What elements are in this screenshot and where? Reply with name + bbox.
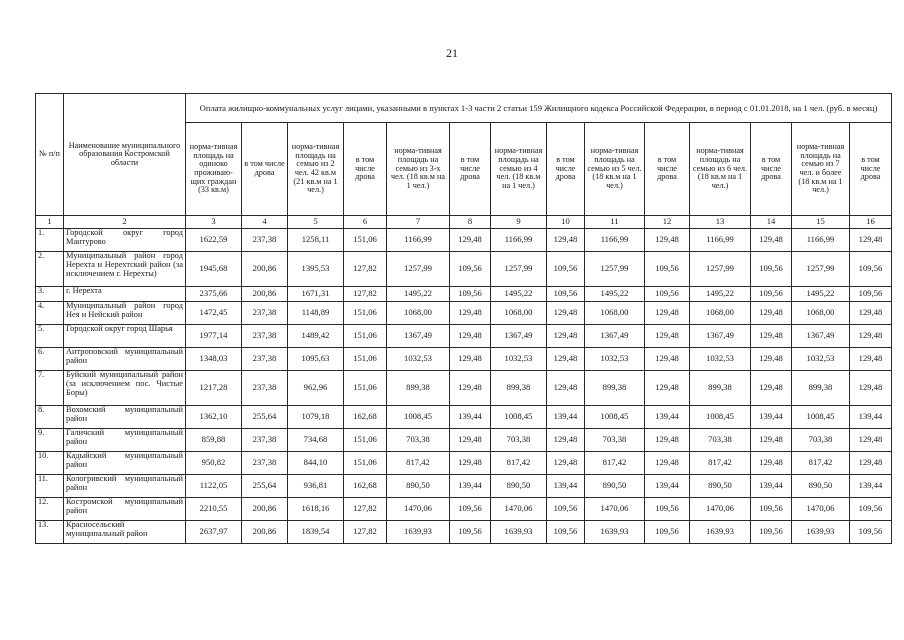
value-cell: 1395,53 <box>288 252 344 287</box>
table-row <box>36 302 892 325</box>
value-cell: 129,48 <box>850 452 892 475</box>
value-cell: 844,10 <box>288 452 344 475</box>
value-cell: 109,56 <box>645 498 690 521</box>
col-number-14: 14 <box>751 216 792 229</box>
value-cell: 1032,53 <box>792 348 850 371</box>
value-cell: 200,86 <box>242 498 288 521</box>
value-cell: 129,48 <box>547 429 585 452</box>
value-cell: 1166,99 <box>387 229 450 252</box>
value-cell: 151,06 <box>344 371 387 406</box>
col-header-number: № п/п <box>36 94 64 216</box>
value-cell: 109,56 <box>751 498 792 521</box>
value-cell: 127,82 <box>344 252 387 287</box>
value-cell: 1639,93 <box>792 521 850 544</box>
table-row <box>36 475 892 498</box>
col-number-12: 12 <box>645 216 690 229</box>
col-header-10: в том числе дрова <box>547 123 585 216</box>
col-number-15: 15 <box>792 216 850 229</box>
value-cell: 1367,49 <box>792 325 850 348</box>
value-cell: 109,56 <box>450 521 491 544</box>
col-number-5: 5 <box>288 216 344 229</box>
value-cell: 1622,59 <box>186 229 242 252</box>
value-cell: 129,48 <box>450 229 491 252</box>
value-cell: 1032,53 <box>585 348 645 371</box>
value-cell: 109,56 <box>547 498 585 521</box>
municipality-name: Муниципальный район город Нерехта и Нерехтский район (за исключением г. Нерехты) <box>64 252 186 287</box>
value-cell: 1639,93 <box>491 521 547 544</box>
value-cell: 129,48 <box>751 452 792 475</box>
row-number: 12. <box>36 498 64 521</box>
col-number-2: 2 <box>64 216 186 229</box>
municipality-name: г. Нерехта <box>64 287 186 302</box>
row-number: 11. <box>36 475 64 498</box>
value-cell: 129,48 <box>645 429 690 452</box>
value-cell: 237,38 <box>242 371 288 406</box>
row-number: 5. <box>36 325 64 348</box>
value-cell: 162,68 <box>344 406 387 429</box>
col-header-4: в том числе дрова <box>242 123 288 216</box>
table-row <box>36 229 892 252</box>
value-cell: 1258,11 <box>288 229 344 252</box>
municipality-name: Красносельский муниципальный район <box>64 521 186 544</box>
col-number-6: 6 <box>344 216 387 229</box>
value-cell: 1367,49 <box>387 325 450 348</box>
value-cell: 734,68 <box>288 429 344 452</box>
table-row <box>36 252 892 287</box>
value-cell: 109,56 <box>850 252 892 287</box>
value-cell: 129,48 <box>547 302 585 325</box>
value-cell: 139,44 <box>547 406 585 429</box>
value-cell: 1495,22 <box>585 287 645 302</box>
value-cell: 1068,00 <box>792 302 850 325</box>
value-cell: 129,48 <box>850 429 892 452</box>
value-cell: 1495,22 <box>792 287 850 302</box>
col-number-7: 7 <box>387 216 450 229</box>
municipality-name: Кологривский муниципальный район <box>64 475 186 498</box>
col-header-8: в том числе дрова <box>450 123 491 216</box>
value-cell: 139,44 <box>751 475 792 498</box>
col-header-7: норма-тивная площадь на семью из 3-х чел. (18 кв.м на 1 чел.) <box>387 123 450 216</box>
table-row <box>36 371 892 406</box>
value-cell: 1472,45 <box>186 302 242 325</box>
table-row <box>36 498 892 521</box>
value-cell: 817,42 <box>387 452 450 475</box>
value-cell: 899,38 <box>387 371 450 406</box>
value-cell: 129,48 <box>645 229 690 252</box>
value-cell: 1032,53 <box>387 348 450 371</box>
value-cell: 1470,06 <box>585 498 645 521</box>
municipality-name: Галичский муниципальный район <box>64 429 186 452</box>
value-cell: 817,42 <box>491 452 547 475</box>
value-cell: 962,96 <box>288 371 344 406</box>
value-cell: 129,48 <box>450 302 491 325</box>
municipality-name: Городской округ город Мантурово <box>64 229 186 252</box>
value-cell: 1639,93 <box>690 521 751 544</box>
value-cell: 237,38 <box>242 302 288 325</box>
value-cell: 1068,00 <box>491 302 547 325</box>
value-cell: 1671,31 <box>288 287 344 302</box>
table-row <box>36 406 892 429</box>
table-title: Оплата жилищно-коммунальных услуг лицами, указанными в пунктах 1-3 части 2 статьи 159 Жилищного кодекса Российской Федерации, в период с 01.01.2018, на 1 чел. (руб. в месяц) <box>186 94 892 123</box>
value-cell: 127,82 <box>344 287 387 302</box>
municipality-name: Муниципальный район город Нея и Нейский район <box>64 302 186 325</box>
value-cell: 1068,00 <box>585 302 645 325</box>
municipality-name: Кадыйский муниципальный район <box>64 452 186 475</box>
value-cell: 129,48 <box>850 229 892 252</box>
value-cell: 109,56 <box>547 521 585 544</box>
value-cell: 1166,99 <box>690 229 751 252</box>
value-cell: 129,48 <box>450 452 491 475</box>
table-header <box>36 94 892 229</box>
value-cell: 703,38 <box>792 429 850 452</box>
value-cell: 109,56 <box>450 287 491 302</box>
value-cell: 129,48 <box>450 429 491 452</box>
value-cell: 139,44 <box>450 406 491 429</box>
row-number: 4. <box>36 302 64 325</box>
col-header-15: норма-тивная площадь на семью из 7 чел. и более (18 кв.м на 1 чел.) <box>792 123 850 216</box>
value-cell: 129,48 <box>547 348 585 371</box>
value-cell: 129,48 <box>547 325 585 348</box>
value-cell: 129,48 <box>450 371 491 406</box>
col-header-9: норма-тивная площадь на семью из 4 чел. (18 кв.м на 1 чел.) <box>491 123 547 216</box>
col-header-6: в том числе дрова <box>344 123 387 216</box>
value-cell: 890,50 <box>491 475 547 498</box>
col-number-11: 11 <box>585 216 645 229</box>
value-cell: 129,48 <box>751 348 792 371</box>
col-number-9: 9 <box>491 216 547 229</box>
value-cell: 899,38 <box>690 371 751 406</box>
col-header-3: норма-тивная площадь на одиноко проживаю-щих граждан (33 кв.м) <box>186 123 242 216</box>
value-cell: 1166,99 <box>585 229 645 252</box>
value-cell: 1166,99 <box>491 229 547 252</box>
value-cell: 129,48 <box>751 429 792 452</box>
value-cell: 109,56 <box>645 287 690 302</box>
value-cell: 936,81 <box>288 475 344 498</box>
value-cell: 129,48 <box>645 302 690 325</box>
value-cell: 139,44 <box>850 475 892 498</box>
value-cell: 237,38 <box>242 348 288 371</box>
value-cell: 151,06 <box>344 229 387 252</box>
value-cell: 237,38 <box>242 452 288 475</box>
col-number-10: 10 <box>547 216 585 229</box>
value-cell: 237,38 <box>242 229 288 252</box>
value-cell: 1257,99 <box>690 252 751 287</box>
municipality-name: Вохомский муниципальный район <box>64 406 186 429</box>
value-cell: 2637,97 <box>186 521 242 544</box>
municipality-name: Буйский муниципальный район (за исключением пос. Чистые Боры) <box>64 371 186 406</box>
value-cell: 151,06 <box>344 452 387 475</box>
value-cell: 1166,99 <box>792 229 850 252</box>
value-cell: 1257,99 <box>491 252 547 287</box>
row-number: 10. <box>36 452 64 475</box>
table-row <box>36 429 892 452</box>
value-cell: 1257,99 <box>387 252 450 287</box>
value-cell: 109,56 <box>645 252 690 287</box>
value-cell: 129,48 <box>751 325 792 348</box>
value-cell: 1470,06 <box>690 498 751 521</box>
value-cell: 139,44 <box>850 406 892 429</box>
value-cell: 1008,45 <box>585 406 645 429</box>
table-row <box>36 521 892 544</box>
col-number-4: 4 <box>242 216 288 229</box>
value-cell: 703,38 <box>585 429 645 452</box>
value-cell: 151,06 <box>344 302 387 325</box>
value-cell: 1495,22 <box>387 287 450 302</box>
value-cell: 1639,93 <box>585 521 645 544</box>
value-cell: 1839,54 <box>288 521 344 544</box>
col-header-5: норма-тивная площадь на семью из 2 чел. 42 кв.м (21 кв.м на 1 чел.) <box>288 123 344 216</box>
value-cell: 127,82 <box>344 521 387 544</box>
value-cell: 109,56 <box>850 498 892 521</box>
value-cell: 1148,89 <box>288 302 344 325</box>
col-header-14: в том числе дрова <box>751 123 792 216</box>
value-cell: 1495,22 <box>690 287 751 302</box>
value-cell: 129,48 <box>450 325 491 348</box>
row-number: 1. <box>36 229 64 252</box>
value-cell: 109,56 <box>751 287 792 302</box>
col-number-16: 16 <box>850 216 892 229</box>
value-cell: 817,42 <box>690 452 751 475</box>
value-cell: 129,48 <box>645 371 690 406</box>
value-cell: 1217,28 <box>186 371 242 406</box>
value-cell: 1122,05 <box>186 475 242 498</box>
value-cell: 151,06 <box>344 429 387 452</box>
row-number: 3. <box>36 287 64 302</box>
value-cell: 1367,49 <box>491 325 547 348</box>
value-cell: 817,42 <box>792 452 850 475</box>
value-cell: 139,44 <box>645 475 690 498</box>
value-cell: 129,48 <box>547 371 585 406</box>
page-number: 21 <box>446 46 458 60</box>
municipality-name: Костромской муниципальный район <box>64 498 186 521</box>
value-cell: 1095,63 <box>288 348 344 371</box>
col-number-3: 3 <box>186 216 242 229</box>
value-cell: 899,38 <box>792 371 850 406</box>
value-cell: 109,56 <box>751 252 792 287</box>
housing-payment-table <box>35 93 892 544</box>
value-cell: 129,48 <box>751 302 792 325</box>
value-cell: 899,38 <box>491 371 547 406</box>
table-row <box>36 452 892 475</box>
value-cell: 129,48 <box>751 229 792 252</box>
value-cell: 703,38 <box>387 429 450 452</box>
value-cell: 127,82 <box>344 498 387 521</box>
value-cell: 1977,14 <box>186 325 242 348</box>
value-cell: 129,48 <box>645 325 690 348</box>
table-body <box>36 229 892 544</box>
col-header-11: норма-тивная площадь на семью из 5 чел. (18 кв.м на 1 чел.) <box>585 123 645 216</box>
value-cell: 129,48 <box>450 348 491 371</box>
row-number: 2. <box>36 252 64 287</box>
municipality-name: Антроповский муниципальный район <box>64 348 186 371</box>
value-cell: 139,44 <box>450 475 491 498</box>
value-cell: 162,68 <box>344 475 387 498</box>
value-cell: 255,64 <box>242 475 288 498</box>
value-cell: 1639,93 <box>387 521 450 544</box>
value-cell: 129,48 <box>850 348 892 371</box>
col-number-8: 8 <box>450 216 491 229</box>
value-cell: 1257,99 <box>585 252 645 287</box>
value-cell: 109,56 <box>850 287 892 302</box>
value-cell: 1068,00 <box>690 302 751 325</box>
value-cell: 237,38 <box>242 325 288 348</box>
value-cell: 1348,03 <box>186 348 242 371</box>
value-cell: 129,48 <box>850 371 892 406</box>
value-cell: 151,06 <box>344 325 387 348</box>
col-header-municipality: Наименование муниципального образования Костромской области <box>64 94 186 216</box>
value-cell: 890,50 <box>792 475 850 498</box>
value-cell: 139,44 <box>751 406 792 429</box>
value-cell: 1367,49 <box>690 325 751 348</box>
value-cell: 109,56 <box>450 498 491 521</box>
value-cell: 1470,06 <box>387 498 450 521</box>
value-cell: 1008,45 <box>690 406 751 429</box>
row-number: 8. <box>36 406 64 429</box>
value-cell: 890,50 <box>585 475 645 498</box>
value-cell: 1495,22 <box>491 287 547 302</box>
value-cell: 109,56 <box>547 287 585 302</box>
value-cell: 703,38 <box>690 429 751 452</box>
value-cell: 129,48 <box>547 229 585 252</box>
value-cell: 2375,66 <box>186 287 242 302</box>
value-cell: 2210,55 <box>186 498 242 521</box>
value-cell: 1362,10 <box>186 406 242 429</box>
value-cell: 237,38 <box>242 429 288 452</box>
row-number: 7. <box>36 371 64 406</box>
value-cell: 200,86 <box>242 287 288 302</box>
value-cell: 255,64 <box>242 406 288 429</box>
value-cell: 950,82 <box>186 452 242 475</box>
value-cell: 129,48 <box>850 302 892 325</box>
col-header-12: в том числе дрова <box>645 123 690 216</box>
value-cell: 139,44 <box>547 475 585 498</box>
value-cell: 109,56 <box>850 521 892 544</box>
row-number: 13. <box>36 521 64 544</box>
value-cell: 139,44 <box>645 406 690 429</box>
value-cell: 1008,45 <box>491 406 547 429</box>
value-cell: 899,38 <box>585 371 645 406</box>
table-row <box>36 325 892 348</box>
value-cell: 109,56 <box>450 252 491 287</box>
value-cell: 1079,18 <box>288 406 344 429</box>
value-cell: 1257,99 <box>792 252 850 287</box>
value-cell: 1618,16 <box>288 498 344 521</box>
value-cell: 1945,68 <box>186 252 242 287</box>
value-cell: 1032,53 <box>491 348 547 371</box>
value-cell: 703,38 <box>491 429 547 452</box>
value-cell: 1470,06 <box>792 498 850 521</box>
value-cell: 129,48 <box>645 452 690 475</box>
value-cell: 129,48 <box>645 348 690 371</box>
value-cell: 1032,53 <box>690 348 751 371</box>
value-cell: 1367,49 <box>585 325 645 348</box>
value-cell: 1068,00 <box>387 302 450 325</box>
value-cell: 817,42 <box>585 452 645 475</box>
value-cell: 200,86 <box>242 521 288 544</box>
value-cell: 129,48 <box>850 325 892 348</box>
value-cell: 109,56 <box>751 521 792 544</box>
value-cell: 200,86 <box>242 252 288 287</box>
value-cell: 129,48 <box>547 452 585 475</box>
col-number-13: 13 <box>690 216 751 229</box>
table-row <box>36 348 892 371</box>
table-row <box>36 287 892 302</box>
value-cell: 1008,45 <box>387 406 450 429</box>
value-cell: 109,56 <box>547 252 585 287</box>
col-header-16: в том числе дрова <box>850 123 892 216</box>
value-cell: 109,56 <box>645 521 690 544</box>
row-number: 6. <box>36 348 64 371</box>
row-number: 9. <box>36 429 64 452</box>
value-cell: 890,50 <box>690 475 751 498</box>
col-number-1: 1 <box>36 216 64 229</box>
value-cell: 1470,06 <box>491 498 547 521</box>
value-cell: 151,06 <box>344 348 387 371</box>
municipality-name: Городской округ город Шарья <box>64 325 186 348</box>
value-cell: 129,48 <box>751 371 792 406</box>
value-cell: 890,50 <box>387 475 450 498</box>
value-cell: 1489,42 <box>288 325 344 348</box>
col-header-13: норма-тивная площадь на семью из 6 чел. (18 кв.м на 1 чел.) <box>690 123 751 216</box>
value-cell: 859,88 <box>186 429 242 452</box>
value-cell: 1008,45 <box>792 406 850 429</box>
